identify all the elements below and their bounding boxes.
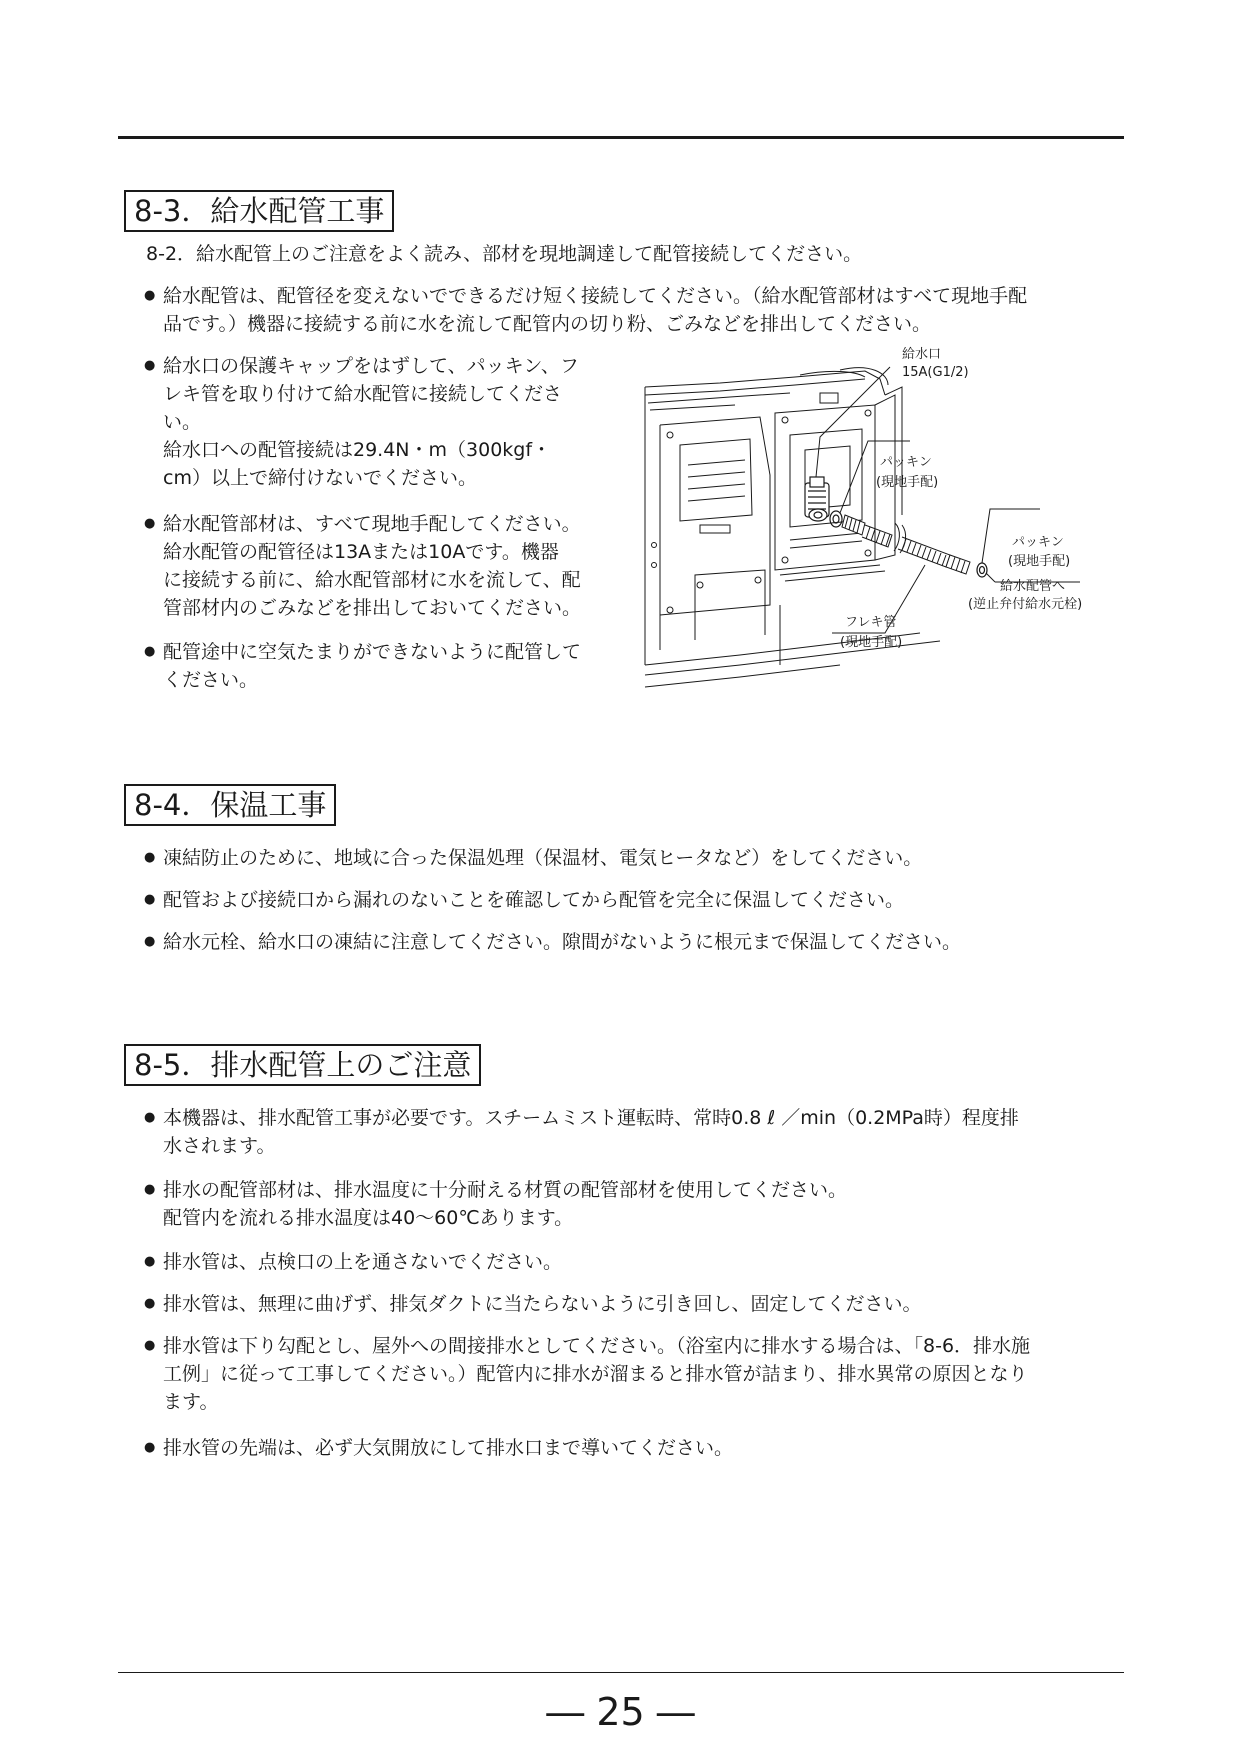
section-title-8-5: 8-5．排水配管上のご注意 [124, 1044, 481, 1086]
bullet-line: cm）以上で締付けないでください。 [163, 467, 477, 489]
bullet-line: 品です。）機器に接続する前に水を流して配管内の切り粉、ごみなどを排出してください。 [163, 313, 931, 335]
bullet-line: 給水配管の配管径は13Aまたは10Aです。機器 [163, 541, 559, 563]
bullet-8-4-1: ● 凍結防止のために、地域に合った保温処理（保温材、電気ヒータなど）をしてください。 [144, 844, 922, 872]
bullet-8-5-6: ● 排水管の先端は、必ず大気開放にして排水口まで導いてください。 [144, 1434, 733, 1462]
bullet-line: 配管内を流れる排水温度は40～60℃あります。 [163, 1207, 574, 1229]
label-packing-2-note: (現地手配) [1008, 554, 1071, 569]
section-title-8-4: 8-4．保温工事 [124, 784, 336, 826]
bullet-line: ● 給水配管は、配管径を変えないでできるだけ短く接続してください。（給水配管部材はすべて現地手配 [163, 285, 1028, 307]
bullet-line: 管部材内のごみなどを排出しておいてください。 [163, 597, 582, 619]
bullet-line: ● 本機器は、排水配管工事が必要です。スチームミスト運転時、常時0.8 ℓ ／min（0.2MPa時）程度排 [163, 1107, 1019, 1129]
bullet-line: ● 排水管は下り勾配とし、屋外への間接排水としてください。（浴室内に排水する場合は、「8-6．排水施 [163, 1335, 1031, 1357]
label-flex-pipe-name: フレキ管 [845, 615, 897, 630]
bullet-line: ● 排水の配管部材は、排水温度に十分耐える材質の配管部材を使用してください。 [163, 1179, 848, 1201]
bullet-line: ● 給水口の保護キャップをはずして、パッキン、フ [163, 355, 579, 377]
bullet-line: 工例」に従って工事してください。）配管内に排水が溜まると排水管が詰まり、排水異常の原因となり [163, 1363, 1028, 1385]
bullet-8-3-4 [144, 638, 643, 694]
water-supply-connection-diagram [640, 347, 1120, 695]
bullet-line: ください。 [163, 669, 259, 691]
label-inlet-size: 15A(G1/2) [902, 365, 969, 380]
bullet-8-5-5 [144, 1332, 1153, 1416]
bullet-8-4-2: ● 配管および接続口から漏れのないことを確認してから配管を完全に保温してください。 [144, 886, 904, 914]
water-inlet-fitting [805, 477, 829, 521]
bullet-8-5-1 [144, 1104, 1153, 1160]
top-rule [118, 136, 1124, 139]
bullet-line: ● 給水配管部材は、すべて現地手配してください。 [163, 513, 581, 535]
bullet-8-4-3: ● 給水元栓、給水口の凍結に注意してください。隙間がないように根元まで保温してください。 [144, 928, 961, 956]
section-8-3-intro: 8-2．給水配管上のご注意をよく読み、部材を現地調達して配管接続してください。 [146, 243, 863, 265]
bullet-8-3-1 [144, 282, 1153, 338]
section-title-8-3: 8-3．給水配管工事 [124, 190, 394, 232]
bottom-rule [118, 1672, 1124, 1673]
label-flex-pipe-note: (現地手配) [840, 635, 903, 650]
bullet-line: 水されます。 [163, 1135, 276, 1157]
bullet-8-5-2 [144, 1176, 1153, 1232]
label-packing-1-note: (現地手配) [876, 475, 939, 490]
packing-2 [977, 563, 987, 577]
bullet-8-3-3 [144, 510, 643, 622]
bullet-8-5-4: ● 排水管は、無理に曲げず、排気ダクトに当たらないように引き回し、固定してください。 [144, 1290, 921, 1318]
label-inlet-name: 給水口 [902, 347, 942, 362]
packing-1 [830, 511, 842, 527]
bullet-line: レキ管を取り付けて給水配管に接続してくださ [163, 383, 563, 405]
label-to-supply-note: (逆止弁付給水元栓) [968, 597, 1083, 612]
bullet-line: ます。 [163, 1391, 219, 1413]
bullet-line: に接続する前に、給水配管部材に水を流して、配 [163, 569, 581, 591]
page-number: ― 25 ― [546, 1690, 695, 1734]
bullet-line: 給水口への配管接続は29.4N・m（300kgf・ [163, 439, 552, 461]
label-packing-2-name: パッキン [1012, 535, 1064, 550]
bullet-8-5-3: ● 排水管は、点検口の上を通さないでください。 [144, 1248, 562, 1276]
bullet-line: い。 [163, 411, 202, 433]
bullet-line: ● 配管途中に空気たまりができないように配管して [163, 641, 582, 663]
label-to-supply: 給水配管へ [1000, 579, 1066, 594]
label-packing-1-name: パッキン [880, 455, 932, 470]
flexible-pipe [842, 515, 970, 574]
bullet-8-3-2 [144, 352, 643, 492]
